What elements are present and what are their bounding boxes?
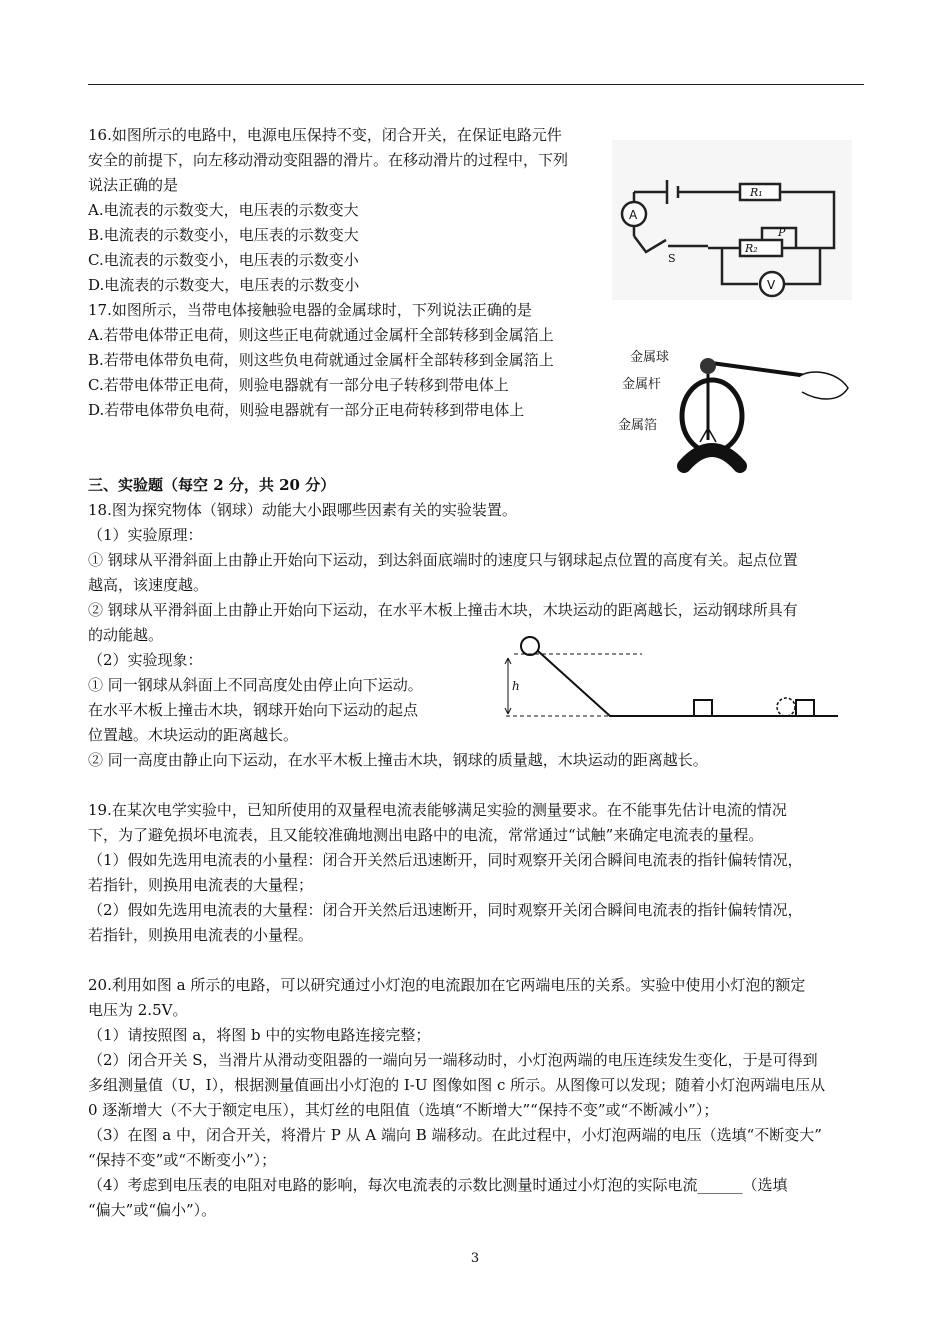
q20-line-10: “偏大”或“偏小”）。 bbox=[88, 1201, 217, 1219]
q18-line-11: ② 同一高度由静止向下运动，在水平木板上撞击木块，钢球的质量越，木块运动的距离越长。 bbox=[88, 751, 708, 769]
q18-line-4: 越高，该速度越。 bbox=[88, 576, 209, 594]
q20-line-9: （4）考虑到电压表的电阻对电路的影响，每次电流表的示数比测量时通过小灯泡的实际电流______（选填 bbox=[88, 1176, 788, 1194]
q16-option-c: C.电流表的示数变小，电压表的示数变小 bbox=[88, 251, 359, 269]
q17-option-a: A.若带电体带正电荷，则这些正电荷就通过金属杆全部转移到金属箔上 bbox=[88, 326, 554, 344]
q20-line-1: 20.利用如图 a 所示的电路，可以研究通过小灯泡的电流跟加在它两端电压的关系。实验中使用小灯泡的额定 bbox=[88, 976, 806, 994]
q19-line-1: 19.在某次电学实验中，已知所使用的双量程电流表能够满足实验的测量要求。在不能事先估计电流的情况 bbox=[88, 801, 787, 819]
q18-line-3: ① 钢球从平滑斜面上由静止开始向下运动，到达斜面底端时的速度只与钢球起点位置的高度有关。起点位置 bbox=[88, 551, 798, 569]
header-rule bbox=[88, 84, 864, 85]
q18-fig-h-label: h bbox=[512, 679, 520, 693]
q17-fig-ball-label: 金属球 bbox=[630, 350, 670, 365]
page-number: 3 bbox=[470, 1251, 480, 1266]
q18-line-7: （2）实验现象： bbox=[88, 651, 203, 669]
q17-option-b: B.若带电体带负电荷，则这些负电荷就通过金属杆全部转移到金属箔上 bbox=[88, 351, 554, 369]
q19-line-6: 若指针，则换用电流表的小量程。 bbox=[88, 926, 314, 944]
q19-line-3: （1）假如先选用电流表的小量程：闭合开关然后迅速断开，同时观察开关闭合瞬间电流表的指针偏转情况， bbox=[88, 851, 803, 869]
q16-fig-voltmeter-label: V bbox=[767, 278, 776, 292]
q16-line-2: 安全的前提下，向左移动滑动变阻器的滑片。在移动滑片的过程中，下列 bbox=[88, 151, 569, 169]
q17-option-c: C.若带电体带正电荷，则验电器就有一部分电子转移到带电体上 bbox=[88, 376, 509, 394]
q18-line-5: ② 钢球从平滑斜面上由静止开始向下运动，在水平木板上撞击木块，木块运动的距离越长，运动钢球所具有 bbox=[88, 601, 798, 619]
q19-line-5: （2）假如先选用电流表的大量程：闭合开关然后迅速断开，同时观察开关闭合瞬间电流表的指针偏转情况， bbox=[88, 901, 803, 919]
q20-line-6: 0 逐渐增大（不大于额定电压），其灯丝的电阻值（选填“不断增大”“保持不变”或“不断减小”）； bbox=[88, 1101, 719, 1119]
q17-fig-foil-label: 金属箔 bbox=[618, 418, 658, 433]
q20-line-3: （1）请按照图 a，将图 b 中的实物电路连接完整； bbox=[88, 1026, 431, 1044]
q19-line-2: 下，为了避免损坏电流表，且又能较准确地测出电路中的电流，常常通过“试触”来确定电流表的量程。 bbox=[88, 826, 764, 844]
q20-line-7: （3）在图 a 中，闭合开关，将滑片 P 从 A 端向 B 端移动。在此过程中，小灯泡两端的电压（选填“不断变大” bbox=[88, 1126, 822, 1144]
q18-line-2: （1）实验原理： bbox=[88, 526, 203, 544]
q20-line-5: 多组测量值（U，I），根据测量值画出小灯泡的 I-U 图像如图 c 所示。从图像可以发现；随着小灯泡两端电压从 bbox=[88, 1076, 826, 1094]
q18-line-6: 的动能越。 bbox=[88, 626, 164, 644]
q16-option-a: A.电流表的示数变大，电压表的示数变大 bbox=[88, 201, 359, 219]
q17-fig-rod-label: 金属杆 bbox=[622, 377, 662, 392]
q17-line-1: 17.如图所示，当带电体接触验电器的金属球时，下列说法正确的是 bbox=[88, 301, 532, 319]
q16-fig-r1-label: R₁ bbox=[750, 186, 763, 199]
q16-line-1: 16.如图所示的电路中，电源电压保持不变，闭合开关，在保证电路元件 bbox=[88, 126, 562, 144]
q16-fig-switch-label: S bbox=[668, 252, 676, 265]
q16-circuit-figure bbox=[612, 140, 852, 300]
q20-line-8: “保持不变”或“不断变小”）； bbox=[88, 1151, 277, 1169]
q16-line-3: 说法正确的是 bbox=[88, 176, 179, 194]
q16-option-b: B.电流表的示数变小，电压表的示数变大 bbox=[88, 226, 359, 244]
q20-line-2: 电压为 2.5V。 bbox=[88, 1001, 188, 1019]
q18-ramp-figure bbox=[492, 632, 842, 724]
q17-option-d: D.若带电体带负电荷，则验电器就有一部分正电荷转移到带电体上 bbox=[88, 401, 525, 419]
q18-line-9: 在水平木板上撞击木块，钢球开始向下运动的起点 bbox=[88, 701, 419, 719]
q18-line-10: 位置越。木块运动的距离越长。 bbox=[88, 726, 299, 744]
q16-fig-r2-label: R₂ bbox=[745, 242, 758, 255]
q18-line-8: ① 同一钢球从斜面上不同高度处由停止向下运动。 bbox=[88, 676, 423, 694]
q16-fig-ammeter-label: A bbox=[629, 208, 638, 222]
q19-line-4: 若指针，则换用电流表的大量程； bbox=[88, 876, 314, 894]
q16-option-d: D.电流表的示数变大，电压表的示数变小 bbox=[88, 276, 360, 294]
q16-fig-p-label: P bbox=[778, 226, 786, 239]
section-3-title: 三、实验题（每空 2 分，共 20 分） bbox=[88, 476, 336, 494]
q20-line-4: （2）闭合开关 S，当滑片从滑动变阻器的一端向另一端移动时，小灯泡两端的电压连续发生变化，于是可得到 bbox=[88, 1051, 818, 1069]
q18-line-1: 18.图为探究物体（钢球）动能大小跟哪些因素有关的实验装置。 bbox=[88, 501, 517, 519]
q17-electroscope-figure bbox=[612, 338, 857, 476]
